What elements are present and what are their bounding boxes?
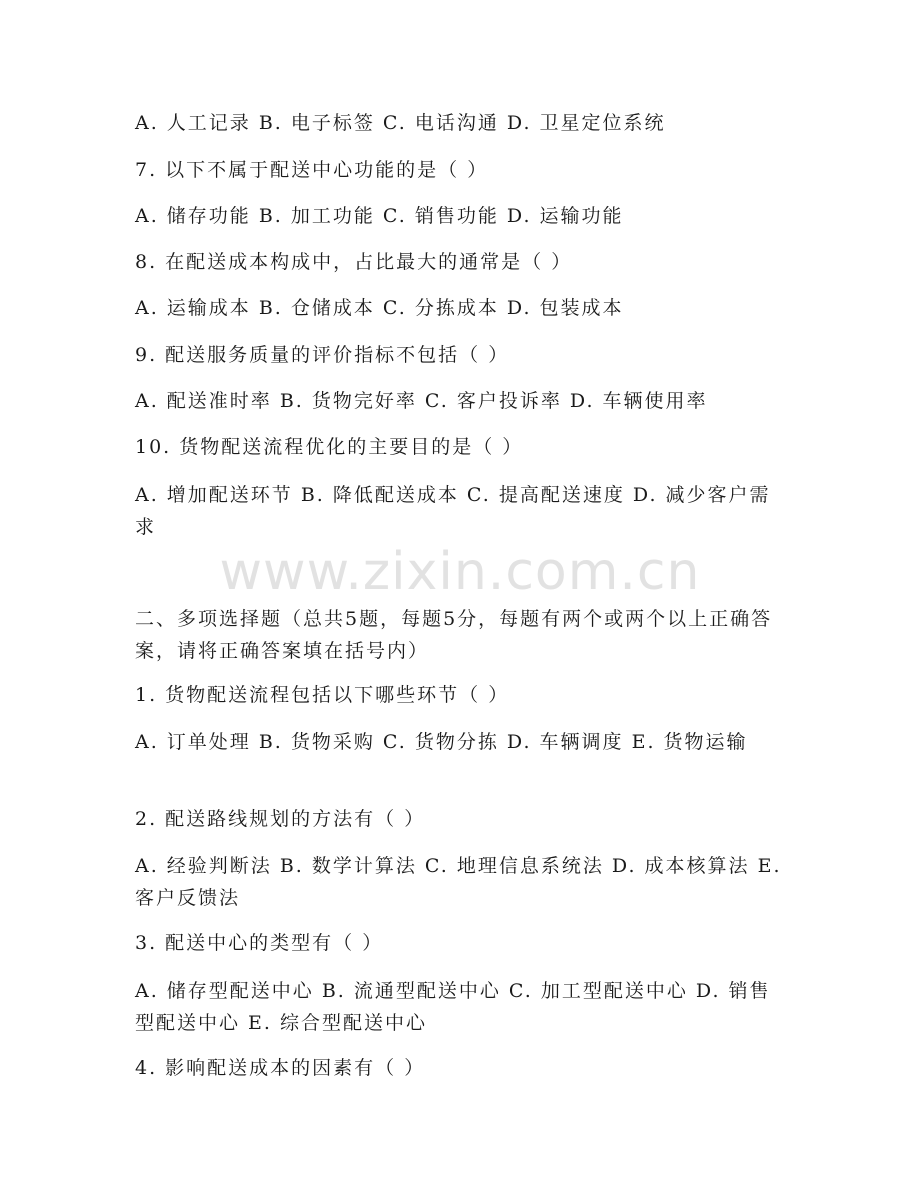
mq3-question: 3. 配送中心的类型有（ ） [135,932,384,954]
q9-options: A. 配送准时率 B. 货物完好率 C. 客户投诉率 D. 车辆使用率 [135,390,708,412]
mq1-question: 1. 货物配送流程包括以下哪些环节（ ） [135,684,510,706]
q9-question: 9. 配送服务质量的评价指标不包括（ ） [135,344,510,366]
mq3-options: A. 储存型配送中心 B. 流通型配送中心 C. 加工型配送中心 D. 销售型配送中心 E. 综合型配送中心 [135,980,771,1034]
mq2-question: 2. 配送路线规划的方法有（ ） [135,808,426,830]
q8-question: 8. 在配送成本构成中，占比最大的通常是（ ） [135,251,573,273]
mq4-question: 4. 影响配送成本的因素有（ ） [135,1057,426,1079]
watermark: www.zixin.com.cn [219,542,701,602]
q6-options: A. 人工记录 B. 电子标签 C. 电话沟通 D. 卫星定位系统 [135,112,666,134]
mq2-options: A. 经验判断法 B. 数学计算法 C. 地理信息系统法 D. 成本核算法 E. 客户反馈法 [135,855,782,909]
q8-options: A. 运输成本 B. 仓储成本 C. 分拣成本 D. 包装成本 [135,297,624,319]
q10-question: 10. 货物配送流程优化的主要目的是（ ） [135,436,524,458]
mq1-options: A. 订单处理 B. 货物采购 C. 货物分拣 D. 车辆调度 E. 货物运输 [135,731,748,753]
q10-options: A. 增加配送环节 B. 降低配送成本 C. 提高配送速度 D. 减少客户需求 [135,484,771,538]
section-heading: 二、多项选择题（总共5题，每题5分，每题有两个或两个以上正确答案，请将正确答案填在括号内） [135,608,773,662]
q7-options: A. 储存功能 B. 加工功能 C. 销售功能 D. 运输功能 [135,205,624,227]
q7-question: 7. 以下不属于配送中心功能的是（ ） [135,159,489,181]
